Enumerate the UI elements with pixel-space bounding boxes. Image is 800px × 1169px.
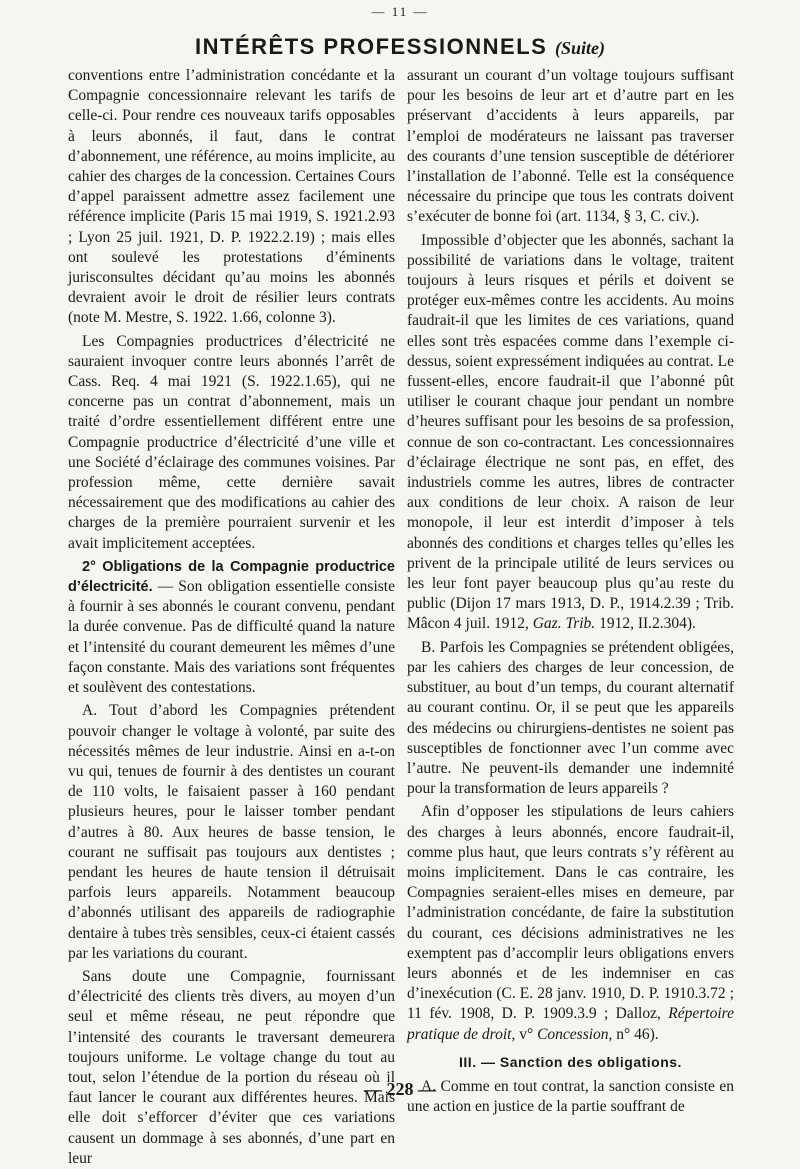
running-head (0, 34, 800, 60)
paragraph: B. Parfois les Compagnies se prétendent obligées, par les cahiers des charges de leur concession, de substituer, au bout d’un temps, du courant alternatif au courant continu. Or, il se peut que les appareils des médecins ou chirurgiens-dentistes ne soient pas susceptibles de fonctionner avec l’un comme avec l’autre. Ne peuvent-ils demander une indemnité pour la transformation de leurs appareils ? (407, 638, 734, 798)
paragraph-text: — Son obligation essentielle consiste à fournir à ses abonnés le courant convenu, pendant la durée convenue. Pas de difficulté quand la nature et l’intensité du courant demeurent les mêmes d’une façon constante. Mais des variations sont fréquentes et soulèvent des contestations. (68, 578, 395, 697)
page-number: — 228 — (364, 1079, 436, 1099)
paragraph: A. Tout d’abord les Compagnies prétendent pouvoir changer le voltage à volonté, par suite des nécessités mêmes de leur industrie. Ainsi en a-t-on vu qui, tenues de fournir à des dentistes un courant de 110 volts, le faisaient passer à 160 pendant plusieurs heures, pour le laisser tomber pendant d’autres à 80. Aux heures de basse tension, le courant ne suffisait pas toujours aux dentistes ; pendant les heures de haute tension il détruisait parfois leurs appareils. Notamment beaucoup d’abonnés utilisant des appareils de radiographie dentaire à tubes très sensibles, ceux-ci étaient cassés par les variations du courant. (68, 702, 395, 962)
paragraph (68, 557, 395, 698)
paragraph: A. Comme en tout contrat, la sanction consiste en une action en justice de la partie souffrant de (407, 1077, 734, 1116)
citation-italic: Répertoire pratique de droit (407, 1005, 734, 1043)
paragraph: Sans doute une Compagnie, fournissant d’électricité des clients très divers, au moyen d’un seul et même réseau, ne peut répondre que l’intensité des courants le traversant demeurera toujours uniforme. Le voltage change du tout au tout, selon l’étendue de la portion du réseau où il faut lancer le courant aux différentes heures. Mais elle doit s’efforcer d’éviter que ces variations causent un dommage à ses abonnés, d’une part en leur (68, 967, 395, 1167)
paragraph: conventions entre l’administration concédante et la Compagnie concessionnaire relevant les tarifs de celle-ci. Pour rendre ces nouveaux tarifs opposables à leurs abonnés, il faut, dans le contrat d’abonnement, une référence, au moins implicite, au cahier des charges de la concession. Certaines Cours d’appel paraissent admettre assez facilement une référence implicite (Paris 15 mai 1919, S. 1921.2.93 ; Lyon 25 juil. 1921, D. P. 1922.2.19) ; mais elles ont soulevé les protestations d’éminents jurisconsultes décidant qu’au moins les abonnés devraient avoir le droit de résilier leurs contrats (note M. Mestre, S. 1922. 1.66, colonne 3). (68, 67, 395, 327)
citation-italic: Gaz. Trib. (532, 615, 596, 633)
running-head-suffix: (Suite) (554, 38, 605, 58)
paragraph-text: , n° 46). (608, 1025, 659, 1043)
running-head-title: INTÉRÊTS PROFESSIONNELS (195, 34, 548, 59)
paragraph: assurant un courant d’un voltage toujours suffisant pour les besoins de leur art et d’autre part en les préservant d’accidents à leurs appareils, par l’emploi de modérateurs ne laissant pas traverser des courants d’une tension susceptible de détériorer l’installation de l’abonné. Telle est la conséquence nécessaire du principe que tous les contrats doivent s’exécuter de bonne foi (art. 1134, § 3, C. civ.). (407, 67, 734, 226)
paragraph-text: Afin d’opposer les stipulations de leurs cahiers des charges à leurs abonnés, encore faudrait-il, comme plus haut, que leurs contrats s’y réfèrent au moins implicitement. Dans le cas contraire, les Compagnies seraient-elles mises en demeure, par l’administration concédante, de faire la substitution du courant, ces décisions administratives ne les exemptent pas d’accomplir leurs obligations envers leurs abonnés et de les indemniser en cas d’inexécution (C. E. 28 janv. 1910, D. P. 1910.3.72 ; 11 fév. 1908, D. P. 1909.3.9 ; Dalloz, (407, 803, 734, 1023)
paragraph-text: Impossible d’objecter que les abonnés, sachant la possibilité de variations dans le voltage, traitent toujours à leurs risques et périls et doivent se protéger eux-mêmes contre les accidents. Au moins faudrait-il que les limites de ces variations, quand elles sont très espacées comme dans l’exemple ci-dessus, soient expressément indiquées au contrat. Le fussent-elles, encore faudrait-il que l’abonné pût utiliser le courant chaque jour pendant un nombre d’heures suffisant pour les besoins de sa profession, connue de son co-contractant. Les concessionnaires d’éclairage électrique ne sont pas, en effet, des industriels comme les autres, libres de contracter aux conditions de leur choix. A raison de leur monopole, il leur est interdit d’imposer à tels abonnés des conditions et charges telles qu’elles les privent de la principale utilité de leurs services ou les leur font payer beaucoup plus qu’au reste du public (Dijon 17 mars 1913, D. P., 1914.2.39 ; Trib. Mâcon 4 juil. 1912, (407, 231, 734, 633)
paragraph: Les Compagnies productrices d’électricité ne sauraient invoquer contre leurs abonnés l’arrêt de Cass. Req. 4 mai 1921 (S. 1922.1.65), qui ne concerne pas un contrat d’abonnement, mais un traité d’ordre essentiellement différent entre une Compagnie productrice d’électricité d’une ville et une Société d’éclairage des communes voisines. Par profession même, cette dernière savait nécessairement que des modifications au cahier des charges de la première pourraient survenir et les avait implicitement acceptées. (68, 332, 395, 552)
paragraph-text: , v° (511, 1025, 538, 1043)
right-column (407, 66, 734, 1116)
paragraph (407, 802, 734, 1044)
citation-italic: Concession (537, 1025, 609, 1043)
subsection-heading: 2° Obligations de la Compagnie productrice d’électricité. (68, 558, 395, 596)
section-heading: III. — Sanction des obligations. (459, 1053, 682, 1070)
folio-top: — 11 — (371, 4, 429, 19)
paragraph (407, 231, 734, 635)
paragraph-text: 1912, II.2.304). (595, 615, 696, 633)
left-column (68, 66, 395, 1167)
